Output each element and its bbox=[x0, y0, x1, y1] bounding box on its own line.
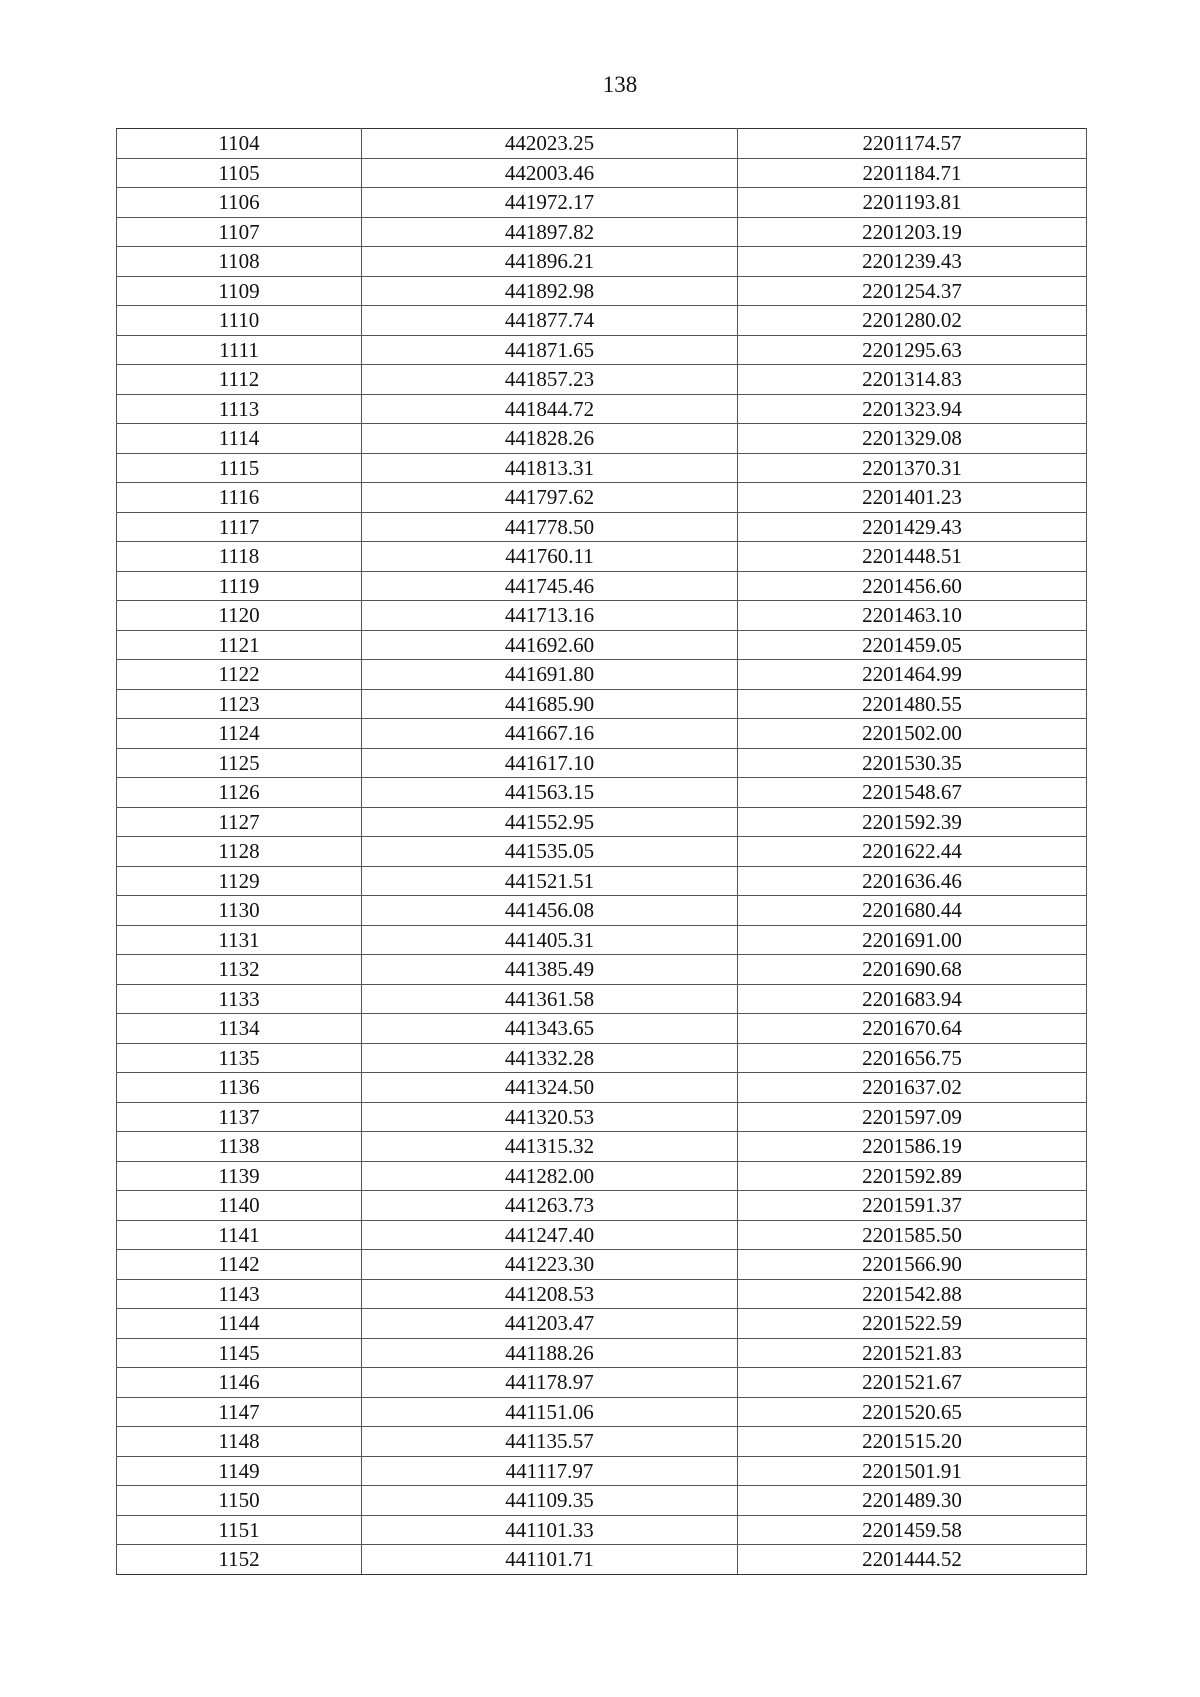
point-number-cell: 1114 bbox=[117, 424, 362, 454]
y-coordinate-cell: 2201585.50 bbox=[738, 1220, 1087, 1250]
x-coordinate-cell: 441892.98 bbox=[362, 276, 738, 306]
table-row bbox=[117, 1102, 1087, 1132]
table-row bbox=[117, 866, 1087, 896]
point-number-cell: 1131 bbox=[117, 925, 362, 955]
x-coordinate-cell: 441203.47 bbox=[362, 1309, 738, 1339]
y-coordinate-cell: 2201690.68 bbox=[738, 955, 1087, 985]
table-row bbox=[117, 129, 1087, 159]
y-coordinate-cell: 2201515.20 bbox=[738, 1427, 1087, 1457]
table-row bbox=[117, 1250, 1087, 1280]
table-row bbox=[117, 807, 1087, 837]
table-row bbox=[117, 630, 1087, 660]
x-coordinate-cell: 441813.31 bbox=[362, 453, 738, 483]
x-coordinate-cell: 441332.28 bbox=[362, 1043, 738, 1073]
table-row bbox=[117, 601, 1087, 631]
table-row bbox=[117, 1132, 1087, 1162]
table-row bbox=[117, 689, 1087, 719]
y-coordinate-cell: 2201592.89 bbox=[738, 1161, 1087, 1191]
y-coordinate-cell: 2201174.57 bbox=[738, 129, 1087, 159]
x-coordinate-cell: 441713.16 bbox=[362, 601, 738, 631]
point-number-cell: 1116 bbox=[117, 483, 362, 513]
table-row bbox=[117, 837, 1087, 867]
x-coordinate-cell: 441101.33 bbox=[362, 1515, 738, 1545]
table-row bbox=[117, 335, 1087, 365]
x-coordinate-cell: 441667.16 bbox=[362, 719, 738, 749]
table-row bbox=[117, 571, 1087, 601]
point-number-cell: 1125 bbox=[117, 748, 362, 778]
x-coordinate-cell: 441385.49 bbox=[362, 955, 738, 985]
table-row bbox=[117, 925, 1087, 955]
table-row bbox=[117, 1545, 1087, 1575]
point-number-cell: 1104 bbox=[117, 129, 362, 159]
table-row bbox=[117, 1309, 1087, 1339]
x-coordinate-cell: 441263.73 bbox=[362, 1191, 738, 1221]
y-coordinate-cell: 2201501.91 bbox=[738, 1456, 1087, 1486]
x-coordinate-cell: 441405.31 bbox=[362, 925, 738, 955]
table-row bbox=[117, 896, 1087, 926]
x-coordinate-cell: 442023.25 bbox=[362, 129, 738, 159]
table-row bbox=[117, 1073, 1087, 1103]
y-coordinate-cell: 2201637.02 bbox=[738, 1073, 1087, 1103]
x-coordinate-cell: 441797.62 bbox=[362, 483, 738, 513]
x-coordinate-cell: 442003.46 bbox=[362, 158, 738, 188]
point-number-cell: 1107 bbox=[117, 217, 362, 247]
point-number-cell: 1121 bbox=[117, 630, 362, 660]
x-coordinate-cell: 441745.46 bbox=[362, 571, 738, 601]
table-row bbox=[117, 453, 1087, 483]
table-row bbox=[117, 778, 1087, 808]
x-coordinate-cell: 441361.58 bbox=[362, 984, 738, 1014]
y-coordinate-cell: 2201456.60 bbox=[738, 571, 1087, 601]
point-number-cell: 1140 bbox=[117, 1191, 362, 1221]
x-coordinate-cell: 441188.26 bbox=[362, 1338, 738, 1368]
point-number-cell: 1123 bbox=[117, 689, 362, 719]
y-coordinate-cell: 2201459.58 bbox=[738, 1515, 1087, 1545]
x-coordinate-cell: 441343.65 bbox=[362, 1014, 738, 1044]
table-row bbox=[117, 542, 1087, 572]
point-number-cell: 1151 bbox=[117, 1515, 362, 1545]
x-coordinate-cell: 441871.65 bbox=[362, 335, 738, 365]
y-coordinate-cell: 2201592.39 bbox=[738, 807, 1087, 837]
y-coordinate-cell: 2201444.52 bbox=[738, 1545, 1087, 1575]
point-number-cell: 1141 bbox=[117, 1220, 362, 1250]
x-coordinate-cell: 441320.53 bbox=[362, 1102, 738, 1132]
point-number-cell: 1139 bbox=[117, 1161, 362, 1191]
table-row bbox=[117, 1161, 1087, 1191]
x-coordinate-cell: 441247.40 bbox=[362, 1220, 738, 1250]
point-number-cell: 1142 bbox=[117, 1250, 362, 1280]
point-number-cell: 1149 bbox=[117, 1456, 362, 1486]
table-row bbox=[117, 483, 1087, 513]
x-coordinate-cell: 441552.95 bbox=[362, 807, 738, 837]
x-coordinate-cell: 441685.90 bbox=[362, 689, 738, 719]
point-number-cell: 1108 bbox=[117, 247, 362, 277]
table-row bbox=[117, 984, 1087, 1014]
y-coordinate-cell: 2201254.37 bbox=[738, 276, 1087, 306]
x-coordinate-cell: 441617.10 bbox=[362, 748, 738, 778]
x-coordinate-cell: 441535.05 bbox=[362, 837, 738, 867]
table-row bbox=[117, 1014, 1087, 1044]
x-coordinate-cell: 441828.26 bbox=[362, 424, 738, 454]
point-number-cell: 1137 bbox=[117, 1102, 362, 1132]
y-coordinate-cell: 2201521.83 bbox=[738, 1338, 1087, 1368]
x-coordinate-cell: 441857.23 bbox=[362, 365, 738, 395]
point-number-cell: 1119 bbox=[117, 571, 362, 601]
table-row bbox=[117, 660, 1087, 690]
point-number-cell: 1129 bbox=[117, 866, 362, 896]
y-coordinate-cell: 2201193.81 bbox=[738, 188, 1087, 218]
y-coordinate-cell: 2201280.02 bbox=[738, 306, 1087, 336]
point-number-cell: 1112 bbox=[117, 365, 362, 395]
point-number-cell: 1127 bbox=[117, 807, 362, 837]
y-coordinate-cell: 2201370.31 bbox=[738, 453, 1087, 483]
table-row bbox=[117, 955, 1087, 985]
table-row bbox=[117, 276, 1087, 306]
table-row bbox=[117, 1279, 1087, 1309]
table-row bbox=[117, 1191, 1087, 1221]
x-coordinate-cell: 441324.50 bbox=[362, 1073, 738, 1103]
point-number-cell: 1148 bbox=[117, 1427, 362, 1457]
x-coordinate-cell: 441117.97 bbox=[362, 1456, 738, 1486]
y-coordinate-cell: 2201239.43 bbox=[738, 247, 1087, 277]
x-coordinate-cell: 441178.97 bbox=[362, 1368, 738, 1398]
y-coordinate-cell: 2201680.44 bbox=[738, 896, 1087, 926]
x-coordinate-cell: 441877.74 bbox=[362, 306, 738, 336]
table-row bbox=[117, 1220, 1087, 1250]
table-row bbox=[117, 1427, 1087, 1457]
x-coordinate-cell: 441282.00 bbox=[362, 1161, 738, 1191]
table-row bbox=[117, 512, 1087, 542]
point-number-cell: 1109 bbox=[117, 276, 362, 306]
x-coordinate-cell: 441760.11 bbox=[362, 542, 738, 572]
point-number-cell: 1145 bbox=[117, 1338, 362, 1368]
table-row bbox=[117, 158, 1087, 188]
table-row bbox=[117, 719, 1087, 749]
y-coordinate-cell: 2201670.64 bbox=[738, 1014, 1087, 1044]
x-coordinate-cell: 441691.80 bbox=[362, 660, 738, 690]
table-row bbox=[117, 394, 1087, 424]
y-coordinate-cell: 2201480.55 bbox=[738, 689, 1087, 719]
x-coordinate-cell: 441563.15 bbox=[362, 778, 738, 808]
table-body bbox=[117, 129, 1087, 1575]
x-coordinate-cell: 441897.82 bbox=[362, 217, 738, 247]
y-coordinate-cell: 2201489.30 bbox=[738, 1486, 1087, 1516]
y-coordinate-cell: 2201203.19 bbox=[738, 217, 1087, 247]
point-number-cell: 1146 bbox=[117, 1368, 362, 1398]
x-coordinate-cell: 441778.50 bbox=[362, 512, 738, 542]
coordinates-table bbox=[116, 128, 1087, 1575]
y-coordinate-cell: 2201530.35 bbox=[738, 748, 1087, 778]
y-coordinate-cell: 2201448.51 bbox=[738, 542, 1087, 572]
x-coordinate-cell: 441692.60 bbox=[362, 630, 738, 660]
table-row bbox=[117, 1397, 1087, 1427]
x-coordinate-cell: 441896.21 bbox=[362, 247, 738, 277]
table-row bbox=[117, 424, 1087, 454]
table-row bbox=[117, 1338, 1087, 1368]
y-coordinate-cell: 2201691.00 bbox=[738, 925, 1087, 955]
y-coordinate-cell: 2201636.46 bbox=[738, 866, 1087, 896]
x-coordinate-cell: 441208.53 bbox=[362, 1279, 738, 1309]
point-number-cell: 1136 bbox=[117, 1073, 362, 1103]
point-number-cell: 1152 bbox=[117, 1545, 362, 1575]
point-number-cell: 1138 bbox=[117, 1132, 362, 1162]
point-number-cell: 1126 bbox=[117, 778, 362, 808]
point-number-cell: 1132 bbox=[117, 955, 362, 985]
y-coordinate-cell: 2201429.43 bbox=[738, 512, 1087, 542]
point-number-cell: 1130 bbox=[117, 896, 362, 926]
y-coordinate-cell: 2201521.67 bbox=[738, 1368, 1087, 1398]
point-number-cell: 1143 bbox=[117, 1279, 362, 1309]
y-coordinate-cell: 2201323.94 bbox=[738, 394, 1087, 424]
point-number-cell: 1110 bbox=[117, 306, 362, 336]
y-coordinate-cell: 2201401.23 bbox=[738, 483, 1087, 513]
y-coordinate-cell: 2201622.44 bbox=[738, 837, 1087, 867]
x-coordinate-cell: 441972.17 bbox=[362, 188, 738, 218]
y-coordinate-cell: 2201329.08 bbox=[738, 424, 1087, 454]
point-number-cell: 1144 bbox=[117, 1309, 362, 1339]
table-row bbox=[117, 188, 1087, 218]
table-row bbox=[117, 1486, 1087, 1516]
y-coordinate-cell: 2201464.99 bbox=[738, 660, 1087, 690]
point-number-cell: 1122 bbox=[117, 660, 362, 690]
point-number-cell: 1135 bbox=[117, 1043, 362, 1073]
table-row bbox=[117, 748, 1087, 778]
table-row bbox=[117, 365, 1087, 395]
point-number-cell: 1133 bbox=[117, 984, 362, 1014]
x-coordinate-cell: 441456.08 bbox=[362, 896, 738, 926]
x-coordinate-cell: 441109.35 bbox=[362, 1486, 738, 1516]
page-number: 138 bbox=[602, 72, 638, 97]
point-number-cell: 1118 bbox=[117, 542, 362, 572]
table-row bbox=[117, 1043, 1087, 1073]
x-coordinate-cell: 441315.32 bbox=[362, 1132, 738, 1162]
y-coordinate-cell: 2201586.19 bbox=[738, 1132, 1087, 1162]
y-coordinate-cell: 2201314.83 bbox=[738, 365, 1087, 395]
point-number-cell: 1150 bbox=[117, 1486, 362, 1516]
point-number-cell: 1128 bbox=[117, 837, 362, 867]
point-number-cell: 1115 bbox=[117, 453, 362, 483]
point-number-cell: 1105 bbox=[117, 158, 362, 188]
point-number-cell: 1106 bbox=[117, 188, 362, 218]
table-row bbox=[117, 1456, 1087, 1486]
table-row bbox=[117, 306, 1087, 336]
y-coordinate-cell: 2201591.37 bbox=[738, 1191, 1087, 1221]
y-coordinate-cell: 2201548.67 bbox=[738, 778, 1087, 808]
point-number-cell: 1124 bbox=[117, 719, 362, 749]
point-number-cell: 1147 bbox=[117, 1397, 362, 1427]
point-number-cell: 1113 bbox=[117, 394, 362, 424]
table-row bbox=[117, 1368, 1087, 1398]
y-coordinate-cell: 2201656.75 bbox=[738, 1043, 1087, 1073]
table-row bbox=[117, 217, 1087, 247]
point-number-cell: 1134 bbox=[117, 1014, 362, 1044]
x-coordinate-cell: 441151.06 bbox=[362, 1397, 738, 1427]
table-row bbox=[117, 1515, 1087, 1545]
x-coordinate-cell: 441844.72 bbox=[362, 394, 738, 424]
y-coordinate-cell: 2201184.71 bbox=[738, 158, 1087, 188]
point-number-cell: 1117 bbox=[117, 512, 362, 542]
y-coordinate-cell: 2201459.05 bbox=[738, 630, 1087, 660]
y-coordinate-cell: 2201502.00 bbox=[738, 719, 1087, 749]
point-number-cell: 1120 bbox=[117, 601, 362, 631]
y-coordinate-cell: 2201566.90 bbox=[738, 1250, 1087, 1280]
y-coordinate-cell: 2201463.10 bbox=[738, 601, 1087, 631]
y-coordinate-cell: 2201683.94 bbox=[738, 984, 1087, 1014]
x-coordinate-cell: 441223.30 bbox=[362, 1250, 738, 1280]
y-coordinate-cell: 2201295.63 bbox=[738, 335, 1087, 365]
point-number-cell: 1111 bbox=[117, 335, 362, 365]
x-coordinate-cell: 441135.57 bbox=[362, 1427, 738, 1457]
y-coordinate-cell: 2201520.65 bbox=[738, 1397, 1087, 1427]
x-coordinate-cell: 441521.51 bbox=[362, 866, 738, 896]
x-coordinate-cell: 441101.71 bbox=[362, 1545, 738, 1575]
y-coordinate-cell: 2201522.59 bbox=[738, 1309, 1087, 1339]
y-coordinate-cell: 2201597.09 bbox=[738, 1102, 1087, 1132]
table-row bbox=[117, 247, 1087, 277]
y-coordinate-cell: 2201542.88 bbox=[738, 1279, 1087, 1309]
